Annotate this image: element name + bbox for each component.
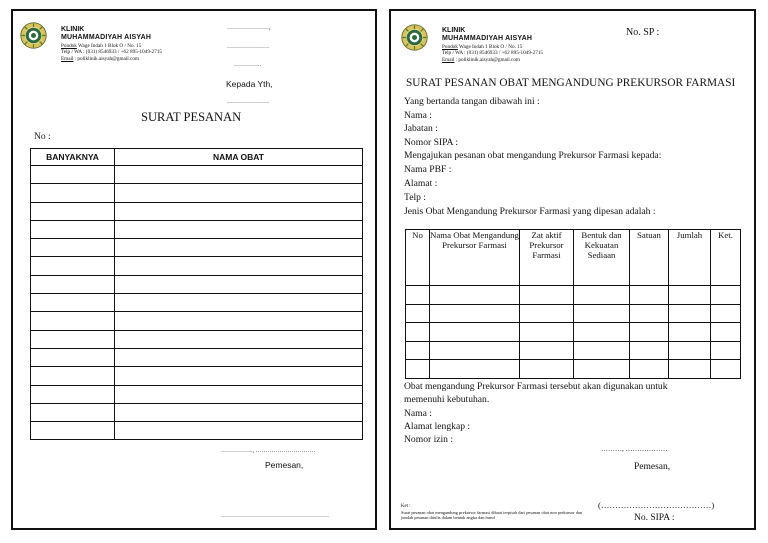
header-no: No [406,230,430,286]
clinic-name-line2: MUHAMMADIYAH AISYAH [442,35,533,42]
header-jumlah: Jumlah [669,230,711,286]
field-intro: Yang bertanda tangan dibawah ini : [404,96,540,107]
header-bentuk: Bentuk dan Kekuatan Sediaan [574,230,630,286]
field-jabatan: Jabatan : [404,123,438,134]
order-table [30,148,363,440]
header-zat-aktif: Zat aktif Prekursor Farmasi [520,230,574,286]
table-row [31,220,363,238]
header-nama-obat: Nama Obat Mengandung Prekursor Farmasi [430,230,520,286]
field-nomor-sipa: Nomor SIPA : [404,137,459,148]
field-jenis-obat: Jenis Obat Mengandung Prekursor Farmasi yang dipesan adalah : [404,206,656,217]
field-mengajukan: Mengajukan pesanan obat mengandung Prekursor Farmasi kepada: [404,150,662,161]
dots-line-b: ………….. [234,62,261,68]
clinic-email: Email : poliklinik.aisyah@gmail.com [442,57,520,63]
clinic-address: Pondok Wage Indah 1 Blok O / No. 15 [61,43,142,49]
field-nomor-izin: Nomor izin : [404,434,454,445]
surat-pesanan-form [11,9,377,530]
clinic-phone: Telp / WA : (031) 8546933 / +62 895-1049-2715 [442,50,544,56]
note-label: Ket : [401,504,411,509]
pemesan-label: Pemesan, [265,460,304,470]
clinic-logo-icon [20,22,47,49]
table-row [31,184,363,202]
no-sipa-label: No. SIPA : [634,513,675,523]
table-row [31,275,363,293]
clinic-email: Email : poliklinik.aisyah@gmail.com [61,56,139,62]
header-ket: Ket. [711,230,741,286]
no-label: No : [34,132,51,142]
page-title: SURAT PESANAN OBAT MENGANDUNG PREKURSOR FARMASI [406,77,736,89]
table-row [406,341,741,360]
table-row [31,367,363,385]
pemesan-label: Pemesan, [634,462,671,472]
clinic-address: Pondok Wage Indah 1 Blok O / No. 15 [442,44,523,50]
note-text: Surat pesanan obat mengandung prekursor farmasi dibuat terpisah dari pesanan obat non prekursor dan jumlah pesanan ditulis dalam bentuk angka dan huruf [401,510,583,521]
kepada-yth-label: Kepada Yth, [226,79,273,89]
field-nama-pbf: Nama PBF : [404,164,452,175]
table-row [31,330,363,348]
table-row [31,312,363,330]
field-telp: Telp : [404,192,426,203]
table-row [31,348,363,366]
field-obat-tujuan: Obat mengandung Prekursor Farmasi tersebut akan digunakan untuk [404,381,668,392]
header-banyaknya: BANYAKNYA [31,149,115,166]
page-title: SURAT PESANAN [141,110,242,124]
clinic-phone: Telp / WA : (031) 8546933 / +62 895-1049-2715 [61,49,163,55]
sign-date-dots: ……………., ………………………… [221,448,316,454]
header-nama-obat: NAMA OBAT [115,149,363,166]
table-row [31,202,363,220]
signature-line: (…………………………………) [598,500,715,510]
header-satuan: Satuan [630,230,669,286]
signature-line: ……………………………………………… [221,513,329,519]
table-row [31,257,363,275]
table-row [31,239,363,257]
clinic-logo-icon [401,24,428,51]
table-row [31,422,363,440]
surat-pesanan-prekursor-form [389,9,756,530]
date-dots: …………………, [227,25,271,31]
clinic-name-line2: MUHAMMADIYAH AISYAH [61,34,152,41]
table-row [31,403,363,421]
field-alamat-lengkap: Alamat lengkap : [404,421,471,432]
table-row [406,304,741,323]
table-row [406,286,741,305]
kepada-dots: ………………… [227,99,269,105]
field-kebutuhan: memenuhi kebutuhan. [404,394,490,405]
field-alamat: Alamat : [404,178,438,189]
prekursor-table [405,229,741,379]
table-row [31,385,363,403]
clinic-name-line1: KLINIK [442,27,466,34]
table-row [406,360,741,379]
sign-date-dots: ………, ……………… [601,445,668,453]
table-row [31,166,363,184]
field-nama: Nama : [404,110,432,121]
clinic-name-line1: KLINIK [61,26,85,33]
table-row [31,294,363,312]
table-row [406,323,741,342]
no-sp-label: No. SP : [626,27,660,38]
dots-line-a: ………………… [227,44,269,50]
field-nama-bottom: Nama : [404,408,432,419]
